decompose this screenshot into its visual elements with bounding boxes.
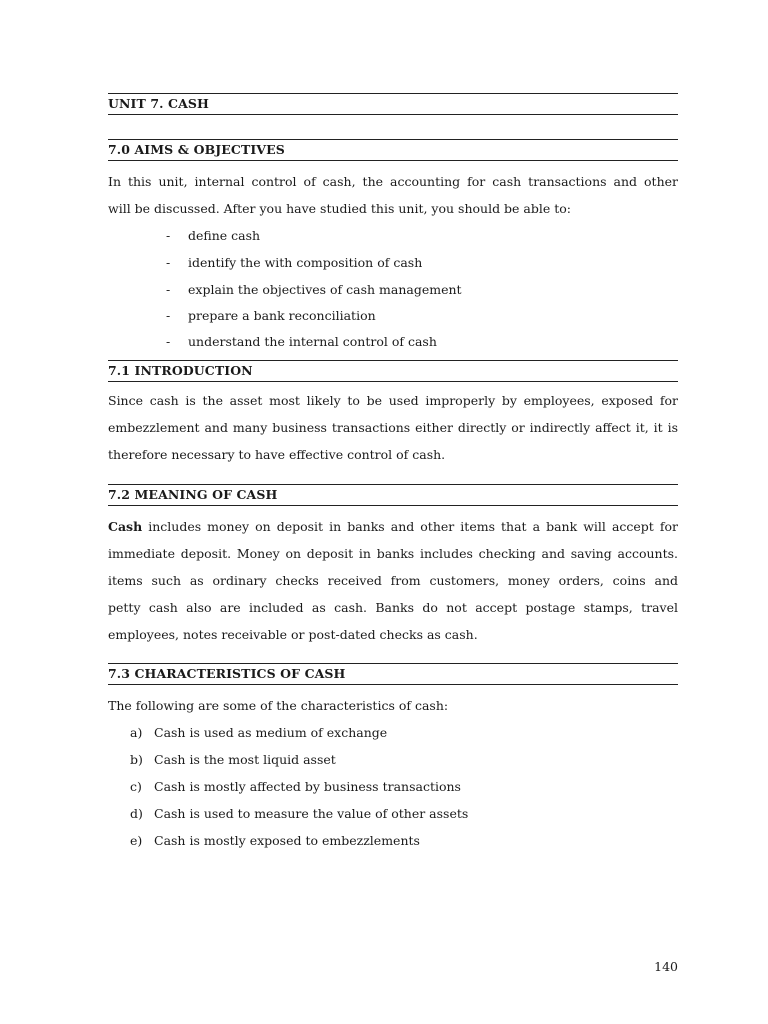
characteristic-text: Cash is mostly exposed to embezzlements — [154, 833, 420, 848]
paragraph-line-rest: includes money on deposit in banks and other items that a bank will accept for — [142, 519, 678, 534]
list-marker: e) — [130, 833, 143, 848]
paragraph-line: immediate deposit. Money on deposit in banks includes checking and saving accounts. — [108, 546, 678, 561]
bullet-dash: - — [166, 255, 171, 270]
list-marker: d) — [130, 806, 143, 821]
section-7-1-heading: 7.1 INTRODUCTION — [108, 360, 678, 382]
paragraph-line: Since cash is the asset most likely to be used improperly by employees, exposed for — [108, 393, 678, 408]
characteristic-text: Cash is used to measure the value of other assets — [154, 806, 469, 821]
characteristic-item — [130, 746, 336, 773]
list-marker: c) — [130, 779, 142, 794]
bullet-dash: - — [166, 228, 171, 243]
page-number: 140 — [654, 959, 678, 974]
paragraph-line: items such as ordinary checks received from customers, money orders, coins and — [108, 573, 678, 588]
section-7-0-intro — [108, 168, 678, 222]
objective-item — [166, 302, 376, 329]
paragraph-line: petty cash also are included as cash. Banks do not accept postage stamps, travel — [108, 600, 678, 615]
intro-line-1: In this unit, internal control of cash, the accounting for cash transactions and other — [108, 174, 678, 189]
objective-item — [166, 222, 260, 249]
list-marker: a) — [130, 725, 143, 740]
objective-item — [166, 328, 437, 355]
objective-item — [166, 276, 462, 303]
characteristic-text: Cash is mostly affected by business transactions — [154, 779, 461, 794]
section-7-2-heading: 7.2 MEANING OF CASH — [108, 484, 678, 506]
intro-line-2: will be discussed. After you have studied this unit, you should be able to: — [108, 201, 572, 216]
bullet-dash: - — [166, 334, 171, 349]
characteristic-text: Cash is used as medium of exchange — [154, 725, 388, 740]
characteristic-text: Cash is the most liquid asset — [154, 752, 336, 767]
characteristic-item — [130, 773, 461, 800]
objective-text: understand the internal control of cash — [188, 334, 437, 349]
objective-text: prepare a bank reconciliation — [188, 308, 376, 323]
intro-line: The following are some of the characteristics of cash: — [108, 698, 449, 713]
characteristic-item — [130, 800, 468, 827]
objective-text: identify the with composition of cash — [188, 255, 423, 270]
bold-term-cash: Cash — [108, 519, 143, 534]
paragraph-line: employees, notes receivable or post-dated checks as cash. — [108, 627, 478, 642]
unit-heading: UNIT 7. CASH — [108, 93, 678, 115]
paragraph-line: embezzlement and many business transactions either directly or indirectly affect it, it is — [108, 420, 678, 435]
section-7-3-heading: 7.3 CHARACTERISTICS OF CASH — [108, 663, 678, 685]
objective-item — [166, 249, 422, 276]
bullet-dash: - — [166, 282, 171, 297]
bullet-dash: - — [166, 308, 171, 323]
section-7-1-paragraph — [108, 387, 678, 468]
paragraph-line: therefore necessary to have effective control of cash. — [108, 447, 446, 462]
paragraph-line — [108, 513, 678, 540]
list-marker: b) — [130, 752, 143, 767]
objective-text: define cash — [188, 228, 261, 243]
characteristic-item — [130, 719, 387, 746]
section-7-0-heading: 7.0 AIMS & OBJECTIVES — [108, 139, 678, 161]
section-7-3-intro — [108, 692, 678, 719]
characteristic-item — [130, 827, 420, 854]
section-7-2-paragraph — [108, 513, 678, 648]
objective-text: explain the objectives of cash management — [188, 282, 462, 297]
